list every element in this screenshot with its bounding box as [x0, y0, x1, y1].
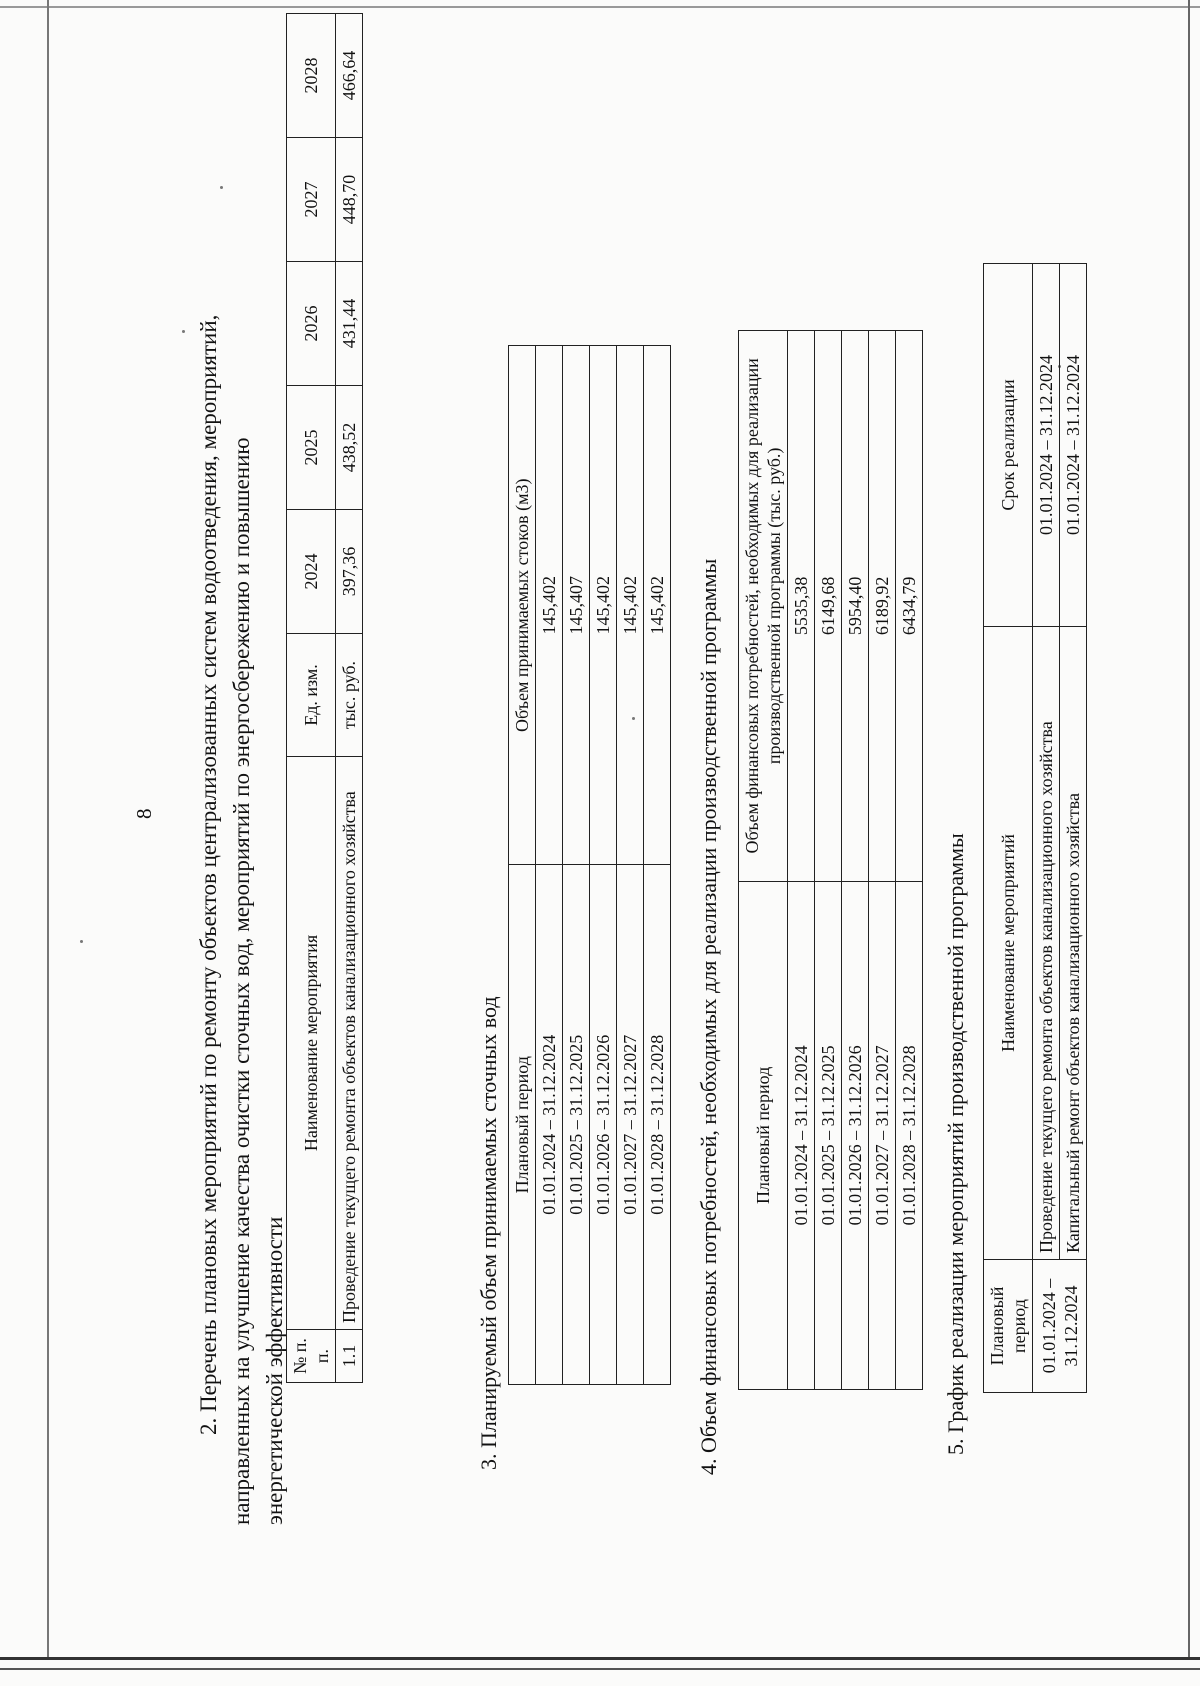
value-2026: 431,44: [336, 262, 363, 386]
period-cell: 01.01.2025 – 31.12.2025: [563, 865, 590, 1385]
table-row: [788, 331, 815, 1390]
volume-cell: 145,402: [536, 346, 563, 866]
header-2025: 2025: [287, 386, 336, 510]
amount-cell: 6189,92: [869, 331, 896, 882]
activity-cell: Проведение текущего ремонта объектов канализационного хозяйства: [1033, 627, 1060, 1260]
page-number: 8: [132, 808, 156, 819]
table-row: [815, 331, 842, 1390]
deadline-cell: 01.01.2024 – 31.12.2024: [1033, 264, 1060, 627]
header-deadline: Срок реализации: [984, 264, 1033, 627]
period-cell: 01.01.2024 – 31.12.2024: [536, 865, 563, 1385]
row-name: Проведение текущего ремонта объектов канализационного хозяйства: [336, 757, 363, 1330]
header-volume: Объем принимаемых стоков (м3): [509, 346, 536, 866]
activity-cell: Капитальный ремонт объектов канализационного хозяйства: [1060, 627, 1087, 1260]
amount-cell: 6434,79: [896, 331, 923, 882]
section3-title: 3. Планируемый объем принимаемых сточных вод: [476, 996, 501, 1470]
section5-table: [983, 263, 1087, 1393]
header-2027: 2027: [287, 138, 336, 262]
section2-title-line1: 2. Перечень плановых мероприятий по ремонту объектов централизованных систем водоотведения, мероприятий,: [196, 314, 221, 1435]
value-2024: 397,36: [336, 510, 363, 634]
period-cell: 01.01.2026 – 31.12.2026: [842, 881, 869, 1389]
section2-title-line3: энергетической эффективности: [262, 1216, 287, 1525]
volume-cell: 145,402: [644, 346, 671, 866]
table-row: [869, 331, 896, 1390]
row-num: 1.1: [336, 1330, 363, 1383]
period-cell: 01.01.2027 – 31.12.2027: [869, 881, 896, 1389]
section5-title: 5. График реализации мероприятий производственной программы: [943, 833, 968, 1455]
header-2026: 2026: [287, 262, 336, 386]
period-cell: 01.01.2028 – 31.12.2028: [644, 865, 671, 1385]
table-row: [590, 346, 617, 1385]
table-row: [336, 14, 363, 1383]
period-cell: 01.01.2027 – 31.12.2027: [617, 865, 644, 1385]
header-period: Плановый период: [739, 881, 788, 1389]
period-cell: 01.01.2028 – 31.12.2028: [896, 881, 923, 1389]
header-activities: Наименование мероприятий: [984, 627, 1033, 1260]
table-row: [896, 331, 923, 1390]
header-period: Плановый период: [509, 865, 536, 1385]
table-header-row: [287, 14, 336, 1383]
volume-cell: 145,402: [590, 346, 617, 866]
header-unit: Ед. изм.: [287, 634, 336, 757]
table-row: [536, 346, 563, 1385]
value-2028: 466,64: [336, 14, 363, 138]
row-unit: тыс. руб.: [336, 634, 363, 757]
table-row: [644, 346, 671, 1385]
table-header-row: [739, 331, 788, 1390]
volume-cell: 145,407: [563, 346, 590, 866]
table-row: [842, 331, 869, 1390]
section4-table: [738, 330, 923, 1390]
section2-title-line2: направленных на улучшение качества очистки сточных вод, мероприятий по энергосбережению и повышению: [229, 437, 254, 1525]
period-cell: 01.01.2024 – 31.12.2024: [1033, 1260, 1087, 1393]
header-financial-needs: Объем финансовых потребностей, необходимых для реализации производственной программы (тыс. руб.): [739, 331, 788, 882]
period-cell: 01.01.2024 – 31.12.2024: [788, 881, 815, 1389]
table-header-row: [984, 264, 1033, 1393]
header-num: № п. п.: [287, 1330, 336, 1383]
page-edge-bottom: [0, 1657, 1200, 1660]
table-row: [617, 346, 644, 1385]
table-row: [563, 346, 590, 1385]
header-name: Наименование мероприятия: [287, 757, 336, 1330]
volume-cell: 145,402: [617, 346, 644, 866]
page-edge-right: [1188, 0, 1190, 1660]
amount-cell: 5535,38: [788, 331, 815, 882]
rotated-page-content: [28, 0, 1168, 1625]
section2-table: [286, 13, 363, 1383]
header-period: Плановый период: [984, 1260, 1033, 1393]
header-2028: 2028: [287, 14, 336, 138]
section3-table: [508, 345, 671, 1385]
value-2025: 438,52: [336, 386, 363, 510]
period-cell: 01.01.2026 – 31.12.2026: [590, 865, 617, 1385]
section4-title: 4. Объем финансовых потребностей, необходимых для реализации производственной программы: [696, 558, 721, 1475]
table-row: [1033, 264, 1060, 1393]
value-2027: 448,70: [336, 138, 363, 262]
period-cell: 01.01.2025 – 31.12.2025: [815, 881, 842, 1389]
deadline-cell: 01.01.2024 – 31.12.2024: [1060, 264, 1087, 627]
table-header-row: [509, 346, 536, 1385]
table-row: [1060, 264, 1087, 1393]
header-2024: 2024: [287, 510, 336, 634]
page-edge-bottom-2: [0, 1668, 1200, 1670]
amount-cell: 6149,68: [815, 331, 842, 882]
amount-cell: 5954,40: [842, 331, 869, 882]
